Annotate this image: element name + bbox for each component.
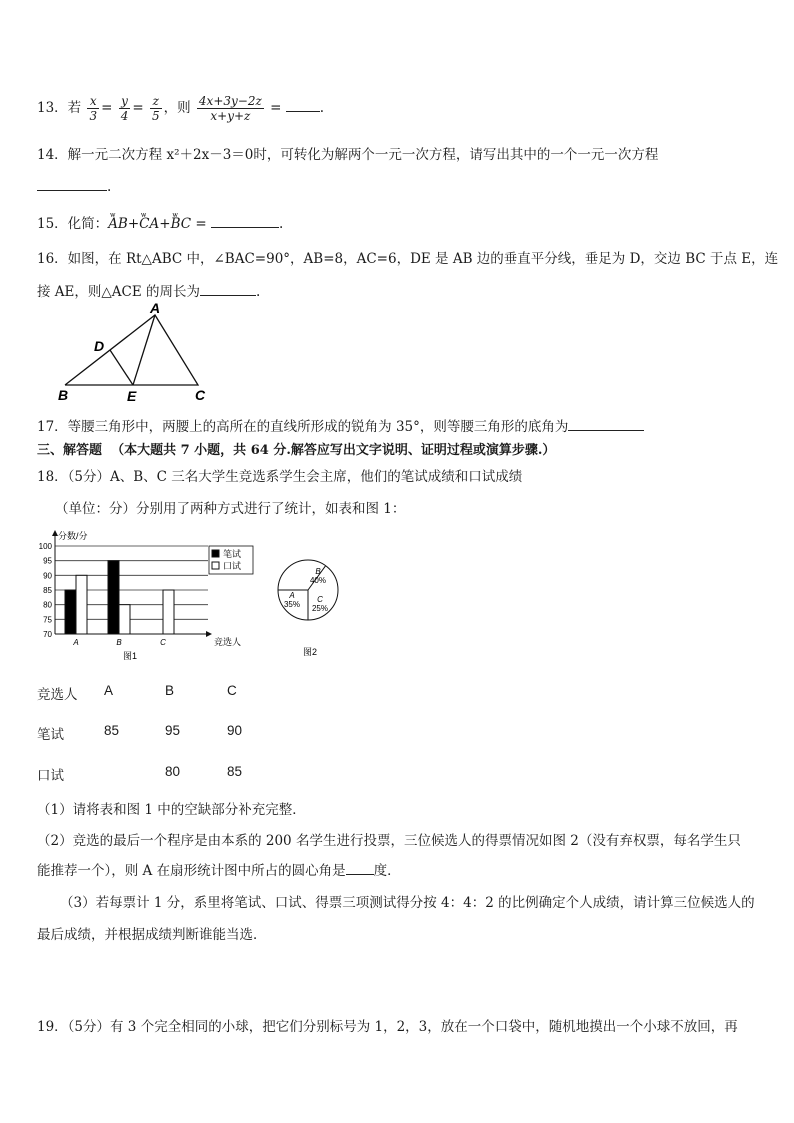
q16-line1: 16．如图，在 Rt△ABC 中，∠BAC=90°，AB=8，AC=6，DE 是 AB 边的垂直平分线，垂足为 D，交边 BC 于点 E，连 <box>37 251 779 267</box>
triangle-figure <box>50 303 220 403</box>
table-cell: 85 <box>104 723 120 738</box>
q18-line1: 18．（5分）A、B、C 三名大学生竞选系学生会主席，他们的笔试成绩和口试成绩 <box>37 469 523 485</box>
legend-label: 口试 <box>223 561 242 571</box>
table-cell: C <box>227 683 237 698</box>
pie-value-C: 25% <box>311 604 329 613</box>
pie-value-A: 35% <box>283 600 301 609</box>
legend-swatch <box>212 550 219 557</box>
q18-sub3a: （3）若每票计 1 分，系里将笔试、口试、得票三项测试得分按 4：4：2 的比例确定个人成绩，请计算三位候选人的 <box>60 895 755 911</box>
label-c: C <box>195 387 206 403</box>
vector-ab: ѡ AB <box>108 214 128 234</box>
answer-blank <box>37 176 107 191</box>
x-axis-arrow <box>206 631 212 637</box>
y-tick-label: 90 <box>43 571 52 581</box>
q13-prefix: 13．若 <box>37 100 82 116</box>
y-tick-label: 85 <box>43 586 52 595</box>
pie-value-B: 40% <box>309 576 327 585</box>
q14-text: 14．解一元二次方程 x²＋2x－3＝0时，可转化为解两个一元一次方程，请写出其中的一个一元一次方程 <box>37 147 659 163</box>
y-axis-label: 分数/分 <box>58 531 88 541</box>
pie-chart <box>270 550 350 660</box>
table-cell: B <box>165 683 175 698</box>
vector-bc: ѡ BC <box>171 214 192 234</box>
q18-sub2b: 能推荐一个），则 A 在扇形统计图中所占的圆心角是 度． <box>37 860 401 881</box>
table-row-label: 口试 <box>37 768 64 783</box>
answer-blank <box>200 281 256 296</box>
frac-z-5: $\frac{z}{5}$ <box>151 94 160 123</box>
q16-line2: 接 AE，则△ACE 的周长为 . <box>37 281 260 302</box>
x-tick-label: B <box>116 638 122 647</box>
y-tick-label: 75 <box>43 615 52 625</box>
x-tick-label: C <box>160 638 166 647</box>
section-header: 三、解答题 （本大题共 7 小题，共 64 分.解答应写出文字说明、证明过程或演算步骤.） <box>37 443 556 458</box>
q18-sub3b: 最后成绩，并根据成绩判断谁能当选． <box>37 927 267 943</box>
q18-sub1: （1）请将表和图 1 中的空缺部分补充完整． <box>37 802 306 818</box>
q14-answer: . <box>37 176 111 197</box>
bar-B-口试 <box>119 605 130 634</box>
frac-x-3: $\frac{x}{3}$ <box>89 94 98 123</box>
legend-label: 笔试 <box>223 549 242 559</box>
x-axis-label: 竞选人 <box>214 637 242 647</box>
y-tick-label: 70 <box>43 630 52 639</box>
answer-blank <box>346 860 374 875</box>
legend <box>209 546 253 574</box>
table-row-label: 竞选人 <box>37 687 78 702</box>
answer-blank <box>568 416 644 431</box>
q15: 15．化简：ѡ AB+ѡ CA+ѡ BC = . <box>37 213 283 234</box>
answer-blank <box>286 97 320 112</box>
pie-label-C: C <box>317 595 323 604</box>
bar-series <box>65 561 174 634</box>
bar-A-口试 <box>76 575 87 634</box>
pie-label-A: A <box>289 591 295 600</box>
bar-A-笔试 <box>65 590 76 634</box>
y-tick-label: 100 <box>38 542 52 551</box>
q18-line2: （单位：分）分别用了两种方式进行了统计，如表和图 1： <box>55 501 406 517</box>
table-cell: 90 <box>227 723 243 738</box>
vector-ca: ѡ CA <box>139 214 159 234</box>
bar-chart <box>30 528 270 668</box>
answer-blank <box>211 213 279 228</box>
label-d: D <box>94 338 105 354</box>
legend-swatch <box>212 562 219 569</box>
chart-title: 图2 <box>302 647 318 657</box>
frac-y-4: $\frac{y}{4}$ <box>120 94 129 123</box>
bar-C-口试 <box>163 590 174 634</box>
y-tick-label: 95 <box>43 556 52 566</box>
table-row-label: 笔试 <box>37 727 64 742</box>
label-a: A <box>150 303 161 316</box>
q17: 17．等腰三角形中，两腰上的高所在的直线所形成的锐角为 35°，则等腰三角形的底角为 <box>37 416 644 437</box>
q19-text: 19．（5分）有 3 个完全相同的小球，把它们分别标号为 1，2，3，放在一个口袋中，随机地摸出一个小球不放回，再 <box>37 1019 738 1035</box>
x-tick-label: A <box>73 638 79 647</box>
q13: 13．若 $\frac{x}{3}$ = $\frac{y}{4}$ = $\frac{z}{5}$ ，则 $\frac{4x+3y-2z}{x+y+z}$ = . <box>37 94 325 123</box>
table-cell: A <box>104 683 114 698</box>
table-cell: 95 <box>165 723 181 738</box>
table-cell: 80 <box>165 764 181 779</box>
pie-label-B: B <box>315 567 321 576</box>
y-tick-label: 80 <box>43 600 52 610</box>
label-e: E <box>127 388 137 403</box>
bar-B-笔试 <box>108 561 119 634</box>
label-b: B <box>58 387 69 403</box>
q18-sub2a: （2）竞选的最后一个程序是由本系的 200 名学生进行投票，三位候选人的得票情况如图 2（没有弃权票，每名学生只 <box>37 833 741 849</box>
chart-title: 图1 <box>123 651 138 661</box>
frac-expression: $\frac{4x+3y-2z}{x+y+z}$ <box>198 94 262 123</box>
table-cell: 85 <box>227 764 243 779</box>
